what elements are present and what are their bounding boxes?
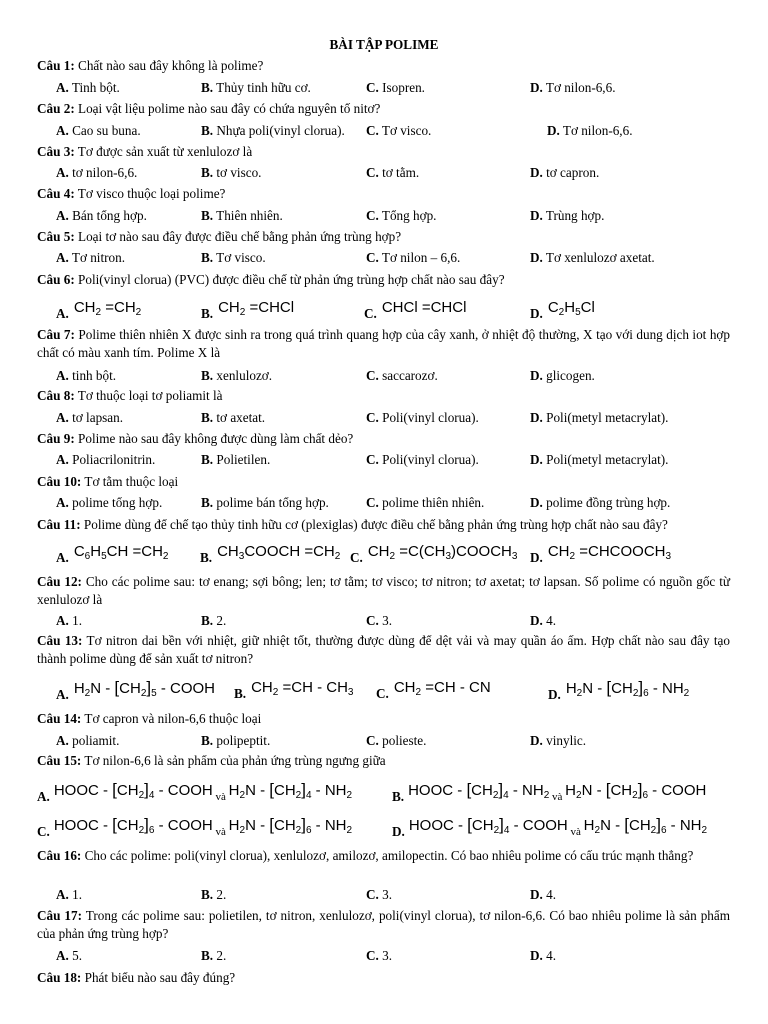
option-d[interactable] <box>548 679 689 704</box>
option-text: polieste. <box>378 733 427 748</box>
option-label: D. <box>530 613 543 628</box>
option-b[interactable] <box>201 494 329 512</box>
option-d[interactable] <box>547 122 633 140</box>
option-label: A. <box>56 550 69 565</box>
option-text: Thiên nhiên. <box>213 208 283 223</box>
option-text: 4. <box>542 887 557 902</box>
question-2 <box>37 100 730 118</box>
option-text: 2. <box>213 948 227 963</box>
option-text: Thủy tinh hữu cơ. <box>213 80 311 95</box>
option-label: B. <box>201 306 214 321</box>
option-label: D. <box>548 687 561 702</box>
question-text: Tơ thuộc loại tơ poliamit là <box>77 388 223 403</box>
option-a[interactable] <box>56 299 141 323</box>
option-label: B. <box>200 550 213 565</box>
option-label: A. <box>56 733 69 748</box>
option-text: 5. <box>68 948 83 963</box>
option-b[interactable] <box>201 886 226 904</box>
question-text: Trong các polime sau: polietilen, tơ nitron, xenlulozơ, poli(vinyl clorua), tơ nilon-6,6. Có bao nhiêu polime là sản phẩm của phản ứng trùng hợp? <box>37 908 730 941</box>
option-label: A. <box>56 887 69 902</box>
option-b[interactable] <box>201 732 270 750</box>
option-formula: HOOC - $[CH_2]_6$ - COOH $_{và}$ $H_2N - [CH_2]_6 - NH_2$ <box>53 815 353 838</box>
option-b[interactable] <box>234 679 353 703</box>
question-number: Câu 10: <box>37 474 82 489</box>
option-c[interactable] <box>37 816 352 841</box>
option-formula: HOOC - $[CH_2]_4$ - COOH $_{và}$ $H_2N - [CH_2]_4 - NH_2$ <box>53 780 353 803</box>
option-formula: $CH_2$ =CHCl <box>218 299 295 318</box>
option-label: A. <box>56 948 69 963</box>
option-d[interactable] <box>530 886 556 904</box>
option-text: polime bán tổng hợp. <box>213 495 329 510</box>
option-label: B. <box>392 789 405 804</box>
option-text: Isopren. <box>378 80 425 95</box>
option-c[interactable] <box>366 947 392 965</box>
question-number: Câu 12: <box>37 574 82 589</box>
option-formula: $CH_2 =CH_2$ <box>73 299 142 318</box>
option-text: 4. <box>542 948 557 963</box>
option-text: polime thiên nhiên. <box>378 495 485 510</box>
option-label: C. <box>366 368 379 383</box>
option-label: A. <box>56 306 69 321</box>
question-number: Câu 15: <box>37 753 82 768</box>
option-label: D. <box>530 165 543 180</box>
option-c[interactable] <box>366 164 419 182</box>
question-11 <box>37 516 730 534</box>
option-label: A. <box>56 123 69 138</box>
option-label: B. <box>201 208 214 223</box>
question-17 <box>37 907 730 943</box>
option-text: Tơ nitron. <box>68 250 126 265</box>
option-label: D. <box>530 306 543 321</box>
option-label: B. <box>201 495 214 510</box>
question-text: Loại vật liệu polime nào sau đây có chứa nguyên tố nitơ? <box>78 101 381 116</box>
option-a[interactable] <box>56 249 125 267</box>
option-d[interactable] <box>530 543 671 567</box>
option-label: D. <box>530 208 543 223</box>
option-label: A. <box>56 452 69 467</box>
question-text: Poli(vinyl clorua) (PVC) được điều chế từ phản ứng trùng hợp chất nào sau đây? <box>78 272 505 287</box>
option-c[interactable] <box>366 122 431 140</box>
option-label: D. <box>392 824 405 839</box>
option-text: tơ visco. <box>213 165 262 180</box>
option-text: 3. <box>378 613 393 628</box>
question-7 <box>37 326 730 362</box>
option-text: 1. <box>68 887 83 902</box>
question-16 <box>37 847 730 865</box>
option-label: A. <box>56 208 69 223</box>
option-a[interactable] <box>37 781 352 806</box>
option-text: Tơ nilon-6,6. <box>542 80 616 95</box>
option-label: B. <box>201 452 214 467</box>
option-text: Polietilen. <box>213 452 271 467</box>
option-c[interactable] <box>366 409 479 427</box>
option-text: Poli(metyl metacrylat). <box>542 410 669 425</box>
option-b[interactable] <box>201 207 283 225</box>
option-c[interactable] <box>376 679 491 703</box>
option-label: B. <box>201 250 214 265</box>
option-label: B. <box>234 686 247 701</box>
option-label: B. <box>201 613 214 628</box>
option-formula: $CH_2 =CH - CH_3$ <box>251 679 354 698</box>
option-d[interactable] <box>392 816 707 841</box>
option-c[interactable] <box>366 207 436 225</box>
option-label: D. <box>530 452 543 467</box>
option-formula: $CH_3COOCH =CH_2$ <box>217 543 341 562</box>
option-label: C. <box>37 824 50 839</box>
option-label: D. <box>530 250 543 265</box>
option-label: D. <box>530 368 543 383</box>
option-formula: HOOC - $[CH_2]_4 - NH_2$ $_{và}$ $H_2N - [CH_2]_6$ - COOH <box>408 780 707 803</box>
option-a[interactable] <box>56 409 123 427</box>
option-d[interactable] <box>530 367 595 385</box>
option-b[interactable] <box>201 299 294 323</box>
option-text: Bán tổng hợp. <box>68 208 147 223</box>
option-b[interactable] <box>201 164 261 182</box>
option-label: C. <box>366 250 379 265</box>
option-formula: $CH_2 =CH$ - CN <box>393 679 491 698</box>
option-text: polipeptit. <box>213 733 271 748</box>
option-a[interactable] <box>56 947 82 965</box>
option-d[interactable] <box>530 494 670 512</box>
question-12 <box>37 573 730 609</box>
option-c[interactable] <box>366 451 479 469</box>
option-formula: $H_2N - [CH_2]_5$ - COOH <box>73 678 216 699</box>
question-text: Polime nào sau đây không được dùng làm chất dẻo? <box>78 431 354 446</box>
question-3 <box>37 143 730 161</box>
option-a[interactable] <box>56 886 82 904</box>
option-text: Tơ visco. <box>378 123 432 138</box>
option-formula: CHCl =CHCl <box>381 299 467 316</box>
question-number: Câu 2: <box>37 101 75 116</box>
option-d[interactable] <box>530 299 595 323</box>
option-c[interactable] <box>350 543 517 567</box>
question-14 <box>37 710 730 728</box>
option-text: Tinh bột. <box>68 80 120 95</box>
option-formula: HOOC - $[CH_2]_4$ - COOH $_{và}$ $H_2N - [CH_2]_6 - NH_2$ <box>408 815 708 838</box>
question-number: Câu 8: <box>37 388 75 403</box>
option-text: 1. <box>68 613 83 628</box>
option-text: tơ lapsan. <box>68 410 124 425</box>
option-a[interactable] <box>56 122 141 140</box>
option-a[interactable] <box>56 451 155 469</box>
option-text: Tổng hợp. <box>378 208 437 223</box>
option-label: A. <box>56 80 69 95</box>
option-c[interactable] <box>366 249 460 267</box>
option-text: Tơ xenlulozơ axetat. <box>542 250 655 265</box>
question-text: Cho các polime sau: tơ enang; sợi bông; len; tơ tằm; tơ visco; tơ nitron; tơ axetat; tơ lapsan. Số polime có nguồn gốc từ xenlulozơ là <box>37 574 731 607</box>
question-text: Tơ capron và nilon-6,6 thuộc loại <box>84 711 262 726</box>
option-label: B. <box>201 948 214 963</box>
option-text: Poli(vinyl clorua). <box>378 410 479 425</box>
option-b[interactable] <box>201 947 226 965</box>
option-label: A. <box>56 613 69 628</box>
question-text: Phát biểu nào sau đây đúng? <box>84 970 236 985</box>
option-label: A. <box>56 368 69 383</box>
question-text: Polime dùng để chế tạo thủy tinh hữu cơ (plexiglas) được điều chế bằng phản ứng trùng hợp chất nào sau đây? <box>83 517 668 532</box>
option-b[interactable] <box>200 543 340 567</box>
question-number: Câu 3: <box>37 144 75 159</box>
option-label: C. <box>366 165 379 180</box>
option-text: tơ tằm. <box>378 165 420 180</box>
question-text: Polime thiên nhiên X được sinh ra trong quá trình quang hợp của cây xanh, ở nhiệt độ thường, X tạo với dung dịch iot hợp chất có màu xanh tím. Polime X là <box>37 327 730 360</box>
option-formula: $CH_2$ $=CHCOOCH_3$ <box>547 543 672 562</box>
option-label: A. <box>56 495 69 510</box>
option-formula: $CH_2$ $=C(CH_3)COOCH_3$ <box>367 543 518 562</box>
option-label: D. <box>530 887 543 902</box>
option-text: vinylic. <box>542 733 587 748</box>
option-text: glicogen. <box>542 368 595 383</box>
option-label: B. <box>201 368 214 383</box>
option-label: A. <box>56 687 69 702</box>
option-c[interactable] <box>366 886 392 904</box>
option-text: xenlulozơ. <box>213 368 273 383</box>
option-b[interactable] <box>201 122 345 140</box>
question-text: Tơ tằm thuộc loại <box>84 474 179 489</box>
option-label: C. <box>366 123 379 138</box>
option-label: B. <box>201 410 214 425</box>
option-text: Poli(vinyl clorua). <box>378 452 479 467</box>
option-label: D. <box>530 733 543 748</box>
question-text: Cho các polime: poli(vinyl clorua), xenlulozơ, amilozơ, amilopectin. Có bao nhiêu polime có cấu trúc mạnh thẳng? <box>84 848 694 863</box>
option-label: C. <box>366 948 379 963</box>
option-label: C. <box>366 613 379 628</box>
option-d[interactable] <box>530 451 668 469</box>
option-a[interactable] <box>56 164 137 182</box>
option-label: C. <box>366 887 379 902</box>
question-number: Câu 13: <box>37 633 83 648</box>
option-label: C. <box>366 80 379 95</box>
option-text: 3. <box>378 948 393 963</box>
option-label: B. <box>201 887 214 902</box>
option-label: C. <box>350 550 363 565</box>
option-a[interactable] <box>56 543 168 567</box>
option-b[interactable] <box>201 451 270 469</box>
option-label: B. <box>201 733 214 748</box>
question-number: Câu 1: <box>37 58 75 73</box>
option-d[interactable] <box>530 79 616 97</box>
question-number: Câu 11: <box>37 517 81 532</box>
option-label: D. <box>530 495 543 510</box>
option-label: A. <box>56 165 69 180</box>
option-text: poliamit. <box>68 733 120 748</box>
option-label: B. <box>201 165 214 180</box>
option-d[interactable] <box>530 164 599 182</box>
option-text: Poliacrilonitrin. <box>68 452 156 467</box>
option-a[interactable] <box>56 679 215 704</box>
option-label: C. <box>366 208 379 223</box>
question-text: Chất nào sau đây không là polime? <box>78 58 264 73</box>
option-a[interactable] <box>56 367 116 385</box>
option-label: C. <box>366 733 379 748</box>
option-d[interactable] <box>530 249 655 267</box>
option-label: D. <box>530 948 543 963</box>
option-b[interactable] <box>201 409 265 427</box>
option-text: polime đồng trùng hợp. <box>542 495 671 510</box>
option-a[interactable] <box>56 494 162 512</box>
option-label: C. <box>366 452 379 467</box>
option-label: C. <box>366 495 379 510</box>
question-text: Tơ visco thuộc loại polime? <box>77 186 226 201</box>
option-text: 2. <box>213 613 227 628</box>
option-b[interactable] <box>201 249 266 267</box>
option-text: saccarozơ. <box>378 368 438 383</box>
question-4 <box>37 185 730 203</box>
option-d[interactable] <box>530 947 556 965</box>
question-number: Câu 5: <box>37 229 75 244</box>
question-text: Tơ được sản xuất từ xenlulozơ là <box>77 144 253 159</box>
option-text: tinh bột. <box>68 368 117 383</box>
question-number: Câu 14: <box>37 711 82 726</box>
question-text: Loại tơ nào sau đây được điều chế bằng phản ứng trùng hợp? <box>78 229 402 244</box>
question-number: Câu 16: <box>37 848 82 863</box>
option-formula: $H_2N - [CH_2]_6 - NH_2$ <box>565 678 690 699</box>
option-label: B. <box>201 80 214 95</box>
option-label: C. <box>366 410 379 425</box>
option-d[interactable] <box>530 732 586 750</box>
question-number: Câu 9: <box>37 431 75 446</box>
question-10 <box>37 473 730 491</box>
option-label: D. <box>530 410 543 425</box>
question-6 <box>37 271 730 289</box>
option-text: 2. <box>213 887 227 902</box>
option-text: Poli(metyl metacrylat). <box>542 452 669 467</box>
option-c[interactable] <box>366 367 438 385</box>
option-d[interactable] <box>530 612 556 630</box>
option-label: A. <box>56 410 69 425</box>
option-b[interactable] <box>201 79 311 97</box>
question-13 <box>37 632 730 668</box>
option-b[interactable] <box>201 612 226 630</box>
option-c[interactable] <box>366 732 426 750</box>
question-text: Tơ nitron dai bền với nhiệt, giữ nhiệt tốt, thường được dùng để dệt vải và may quần áo ấm. Hợp chất nào sau đây tạo thành polime dùng để sản xuất tơ nitron? <box>37 633 731 666</box>
option-formula: $C_2H_5Cl$ <box>547 299 595 318</box>
option-c[interactable] <box>364 299 466 323</box>
question-1 <box>37 57 730 75</box>
question-9 <box>37 430 730 448</box>
option-formula: $C_6H_5CH =CH_2$ <box>73 543 169 562</box>
option-a[interactable] <box>56 732 119 750</box>
option-label: B. <box>201 123 214 138</box>
question-number: Câu 7: <box>37 327 75 342</box>
option-text: 3. <box>378 887 393 902</box>
option-c[interactable] <box>366 612 392 630</box>
option-text: tơ capron. <box>542 165 600 180</box>
option-label: D. <box>547 123 560 138</box>
option-a[interactable] <box>56 79 120 97</box>
option-text: Tơ nilon – 6,6. <box>378 250 461 265</box>
option-text: Cao su buna. <box>68 123 141 138</box>
option-d[interactable] <box>530 409 668 427</box>
option-a[interactable] <box>56 612 82 630</box>
question-number: Câu 6: <box>37 272 75 287</box>
question-text: Tơ nilon-6,6 là sản phẩm của phản ứng trùng ngưng giữa <box>84 753 386 768</box>
option-b[interactable] <box>392 781 706 806</box>
option-text: Trùng hợp. <box>542 208 605 223</box>
option-label: C. <box>364 306 377 321</box>
option-label: A. <box>56 250 69 265</box>
option-text: Tơ visco. <box>213 250 266 265</box>
option-c[interactable] <box>366 494 484 512</box>
option-label: C. <box>376 686 389 701</box>
option-text: 4. <box>542 613 557 628</box>
option-label: D. <box>530 80 543 95</box>
option-c[interactable] <box>366 79 425 97</box>
question-number: Câu 17: <box>37 908 83 923</box>
option-label: D. <box>530 550 543 565</box>
question-18 <box>37 969 730 987</box>
option-text: Tơ nilon-6,6. <box>559 123 633 138</box>
question-8 <box>37 387 730 405</box>
option-text: tơ nilon-6,6. <box>68 165 138 180</box>
question-number: Câu 18: <box>37 970 82 985</box>
question-number: Câu 4: <box>37 186 75 201</box>
option-label: A. <box>37 789 50 804</box>
option-text: polime tổng hợp. <box>68 495 163 510</box>
page-title: BÀI TẬP POLIME <box>329 37 439 52</box>
question-5 <box>37 228 730 246</box>
option-a[interactable] <box>56 207 147 225</box>
option-text: Nhựa poli(vinyl clorua). <box>213 123 345 138</box>
option-text: tơ axetat. <box>213 410 266 425</box>
option-d[interactable] <box>530 207 604 225</box>
question-15 <box>37 752 730 770</box>
option-b[interactable] <box>201 367 272 385</box>
